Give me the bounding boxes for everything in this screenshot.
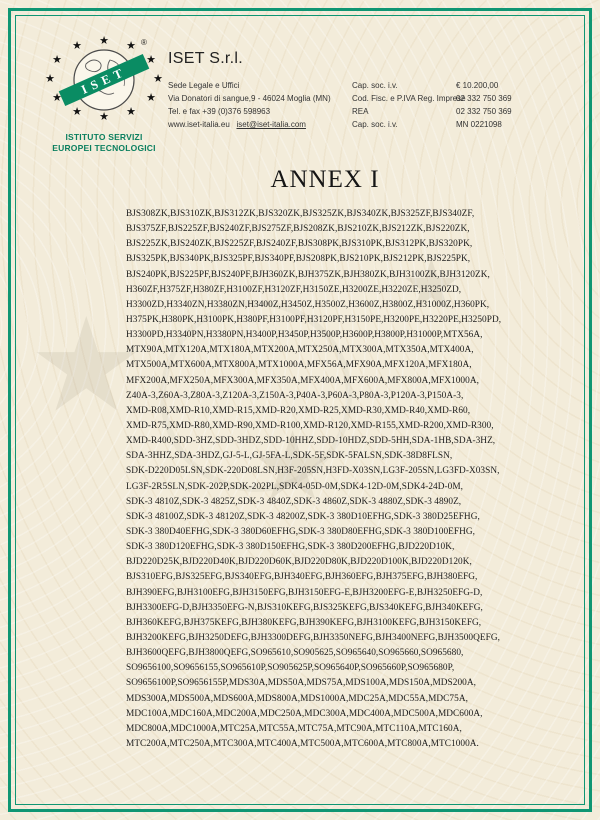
code-line: BJS325PK,BJS340PK,BJS325PF,BJS340PF,BJS208PK,BJS210PK,BJS212PK,BJS225PK,: [126, 254, 471, 265]
code-line: BJH3600QEFG,BJH3800QEFG,SO965610,SO905625,SO965640,SO965660,SO965680,: [126, 648, 464, 659]
code-line: SO9656100P,SO9656155P,MDS30A,MDS50A,MDS75A,MDS100A,MDS150A,MDS200A,: [126, 678, 476, 689]
code-line: SDK-3 4810Z,SDK-3 4825Z,SDK-3 4840Z,SDK-3 4860Z,SDK-3 4880Z,SDK-3 4890Z,: [126, 496, 462, 507]
code-line: MTX500A,MTX600A,MTX800A,MTX1000A,MFX56A,MFX90A,MFX120A,MFX180A,: [126, 360, 472, 371]
code-line: SDK-3 380D120EFHG,SDK-3 380D150EFHG,SDK-3 380D200EFHG,BJD220D10K,: [126, 542, 455, 553]
code-line: MDC100A,MDC160A,MDC200A,MDC250A,MDC300A,MDC400A,MDC500A,MDC600A,: [126, 708, 483, 719]
code-line: BJS225ZK,BJS240ZK,BJS225ZF,BJS240ZF,BJS308PK,BJS310PK,BJS312PK,BJS320PK,: [126, 239, 473, 250]
code-line: BJS310EFG,BJS325EFG,BJS340EFG,BJH340EFG,BJH360EFG,BJH375EFG,BJH380EFG,: [126, 572, 478, 583]
registry-row: [352, 92, 572, 105]
logo-caption: [30, 132, 178, 153]
code-line: BJH3200KEFG,BJH3250DEFG,BJH3300DEFG,BJH3350NEFG,BJH3400NEFG,BJH3500QEFG,: [126, 632, 500, 643]
code-line: XMD-R75,XMD-R80,XMD-R90,XMD-R100,XMD-R120,XMD-R155,XMD-R200,XMD-R300,: [126, 420, 494, 431]
eu-star-icon: ★: [72, 105, 82, 118]
code-line: H3300ZD,H3340ZN,H3380ZN,H3400Z,H3450Z,H3500Z,H3600Z,H3800Z,H31000Z,H360PK,: [126, 299, 490, 310]
address-line: Sede Legale e Uffici: [168, 81, 240, 90]
registry-row: [352, 118, 572, 131]
code-line: BJH3300EFG-D,BJH3350EFG-N,BJS310KEFG,BJS325KEFG,BJS340KEFG,BJH340KEFG,: [126, 602, 483, 613]
code-line: BJH360KEFG,BJH375KEFG,BJH380KEFG,BJH390KEFG,BJH3100KEFG,BJH3150KEFG,: [126, 617, 482, 628]
address-block: [168, 79, 331, 131]
code-line: MFX200A,MFX250A,MFX300A,MFX350A,MFX400A,MFX600A,MFX800A,MFX1000A,: [126, 375, 479, 386]
code-line: H3300PD,H3340PN,H3380PN,H3400P,H3450P,H3500P,H3600P,H3800P,H31000P,MTX56A,: [126, 330, 483, 341]
registry-label: Cap. soc. i.v.: [352, 120, 398, 129]
company-logo: [38, 30, 170, 135]
logo-caption-line1: ISTITUTO SERVIZI: [65, 132, 143, 142]
iset-globe-logo-icon: [38, 30, 170, 130]
watermark-star-icon: ★: [250, 412, 336, 522]
logo-caption-line2: EUROPEI TECNOLOGICI: [52, 142, 156, 153]
registry-value: 02 332 750 369: [456, 107, 512, 116]
eu-star-icon: ★: [99, 34, 109, 47]
registry-label: Cod. Fisc. e P.IVA Reg. Imprese: [352, 94, 466, 103]
eu-star-icon: ★: [126, 105, 136, 118]
registry-label: REA: [352, 107, 369, 116]
code-line: H375PK,H380PK,H3100PK,H380PF,H3100PF,H3120PF,H3150PE,H3200PE,H3220PE,H3250PD,: [126, 314, 502, 325]
address-line: Via Donatori di sangue,9 - 46024 Moglia (MN): [168, 94, 331, 103]
registry-label: Cap. soc. i.v.: [352, 81, 398, 90]
company-registry-block: [352, 79, 572, 131]
code-line: SO9656100,SO9656155,SO965610P,SO905625P,SO965640P,SO965660P,SO965680P,: [126, 663, 455, 674]
registered-trademark: ®: [141, 38, 147, 47]
code-line: SDK-D220D05LSN,SDK-220D08LSN,H3F-205SN,H3FD-X03SN,LG3F-205SN,LG3FD-X03SN,: [126, 466, 500, 477]
eu-star-icon: ★: [99, 110, 109, 123]
code-line: MDS300A,MDS500A,MDS600A,MDS800A,MDS1000A,MDC25A,MDC55A,MDC75A,: [126, 693, 468, 704]
eu-star-icon: ★: [45, 72, 55, 85]
eu-star-icon: ★: [153, 72, 163, 85]
code-line: SDK-3 48100Z,SDK-3 48120Z,SDK-3 48200Z,SDK-3 380D10EFHG,SDK-3 380D25EFHG,: [126, 511, 480, 522]
code-line: XMD-R08,XMD-R10,XMD-R15,XMD-R20,XMD-R25,XMD-R30,XMD-R40,XMD-R60,: [126, 405, 471, 416]
eu-star-icon: ★: [146, 91, 156, 104]
website-text: www.iset-italia.eu: [168, 120, 230, 129]
registry-row: [352, 79, 572, 92]
code-line: BJS308ZK,BJS310ZK,BJS312ZK,BJS320ZK,BJS325ZK,BJS340ZK,BJS325ZF,BJS340ZF,: [126, 209, 475, 219]
eu-star-icon: ★: [52, 53, 62, 66]
eu-star-icon: ★: [126, 39, 136, 52]
code-line: BJS240PK,BJS225PF,BJS240PF,BJH360ZK,BJH375ZK,BJH380ZK,BJH3100ZK,BJH3120ZK,: [126, 269, 490, 280]
code-line: BJD220D25K,BJD220D40K,BJD220D60K,BJD220D80K,BJD220D100K,BJD220D120K,: [126, 557, 472, 568]
registry-value: € 10.200,00: [456, 81, 499, 90]
code-line: H360ZF,H375ZF,H380ZF,H3100ZF,H3120ZF,H3150ZE,H3200ZE,H3220ZE,H3250ZD,: [126, 284, 462, 295]
code-line: MTC200A,MTC250A,MTC300A,MTC400A,MTC500A,MTC600A,MTC800A,MTC1000A.: [126, 738, 479, 749]
eu-star-icon: ★: [146, 53, 156, 66]
code-line: BJS375ZF,BJS225ZF,BJS240ZF,BJS275ZF,BJS208ZK,BJS210ZK,BJS212ZK,BJS220ZK,: [126, 224, 470, 235]
eu-star-icon: ★: [52, 91, 62, 104]
page-title: ANNEX I: [270, 166, 380, 193]
web-contact-line: [168, 118, 331, 131]
code-line: SDA-3HHZ,SDA-3HDZ,GJ-5-L,GJ-5FA-L,SDK-5F,SDK-5FALSN,SDK-38D8FLSN,: [126, 451, 453, 462]
code-line: Z40A-3,Z60A-3,Z80A-3,Z120A-3,Z150A-3,P40A-3,P60A-3,P80A-3,P120A-3,P150A-3,: [126, 390, 464, 401]
watermark-star-icon: ★: [400, 244, 463, 326]
product-code-list: [126, 207, 530, 752]
iset-ribbon-text: ISET: [79, 64, 130, 97]
watermark-star-icon: ★: [28, 289, 145, 441]
registry-value: 02 332 750 369: [456, 94, 512, 103]
eu-star-icon: ★: [72, 39, 82, 52]
code-line: MTX90A,MTX120A,MTX180A,MTX200A,MTX250A,MTX300A,MTX350A,MTX400A,: [126, 345, 474, 356]
code-line: XMD-R400,SDD-3HZ,SDD-3HDZ,SDD-10HHZ,SDD-10HDZ,SDD-5HH,SDA-1HB,SDA-3HZ,: [126, 436, 496, 447]
email-link[interactable]: iset@iset-italia.com: [236, 120, 306, 129]
code-line: LG3F-2R5SLN,SDK-202P,SDK-202PL,SDK4-05D-0M,SDK4-12D-0M,SDK4-24D-0M,: [126, 481, 464, 492]
code-line: SDK-3 380D40EFHG,SDK-3 380D60EFHG,SDK-3 380D80EFHG,SDK-3 380D100EFHG,: [126, 526, 475, 537]
code-line: BJH390EFG,BJH3100EFG,BJH3150EFG,BJH3150EFG-E,BJH3200EFG-E,BJH3250EFG-D,: [126, 587, 483, 598]
registry-row: [352, 105, 572, 118]
registry-value: MN 0221098: [456, 120, 502, 129]
company-name: ISET S.r.l.: [168, 50, 244, 67]
address-line: Tel. e fax +39 (0)376 598963: [168, 107, 271, 116]
code-line: MDC800A,MDC1000A,MTC25A,MTC55A,MTC75A,MTC90A,MTC110A,MTC160A,: [126, 723, 462, 734]
